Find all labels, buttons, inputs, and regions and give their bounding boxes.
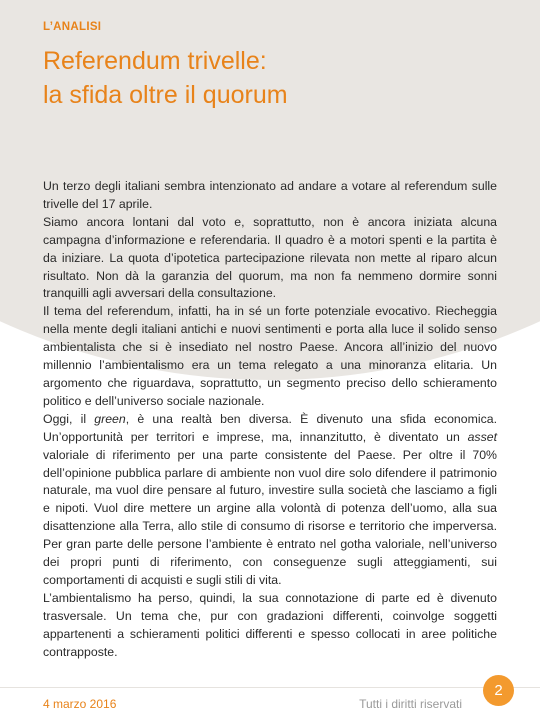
paragraph-4-part-b: , è una realtà ben diversa. È divenuto una sfida economica. Un’opportunità per territori e imprese, ma, innanzitutto, è diventato un [43, 411, 497, 444]
footer-divider [0, 687, 540, 688]
green-term: green [94, 411, 126, 426]
article-body [43, 178, 497, 661]
title-line-2: la sfida oltre il quorum [43, 81, 288, 109]
title-line-1: Referendum trivelle: [43, 47, 267, 75]
paragraph-4-part-c: valoriale di riferimento per una parte consistente del Paese. Per oltre il 70% dell’opinione pubblica parlare di ambiente non vuol dire solo difendere il patrimonio naturale, ma vuol dire pensare al futuro, investire sulla società che lasciamo a figli e nipoti. Vuol dire mettere un argine alla volontà di potenza dell’uomo, alla sua disattenzione alla Terra, allo stile di consumo di risorse e territorio che imperversa. Per gran parte delle persone l’ambiente è entrato nel gotha valoriale, nell’universo dei propri punti di riferimento, con conseguenze sugli atteggiamenti, sui comportamenti di acquisti e sugli stili di vita. [43, 447, 497, 587]
page-number-badge: 2 [483, 675, 514, 706]
paragraph-5: L’ambientalismo ha perso, quindi, la sua connotazione di parte ed è divenuto trasversale. Un tema che, pur con gradazioni differenti, coinvolge soggetti appartenenti a schieramenti politici differenti e spesso collocati in aree politiche contrapposte. [43, 590, 497, 659]
section-label: L’ANALISI [43, 21, 102, 33]
paragraph-4 [43, 411, 497, 590]
paragraph-3: Il tema del referendum, infatti, ha in sé un forte potenziale evocativo. Riecheggia nella mente degli italiani antichi e nuovi sentimenti e porta alla luce il solido senso ambientalista che si è insediato nel nostro Paese. Ancora all’inizio del nuovo millennio l’ambientalismo era un tema relegato a una minoranza elitaria. Un argomento che riguardava, soprattutto, un segmento preciso dello schieramento politico e dell’universo sociale nazionale. [43, 304, 497, 408]
footer-date: 4 marzo 2016 [43, 697, 117, 711]
article-title [43, 44, 288, 112]
paragraph-2: Siamo ancora lontani dal voto e, soprattutto, non è ancora iniziata alcuna campagna d’informazione e referendaria. Il quadro è a motori spenti e la partita è da iniziare. La quota d’ipotetica partecipazione rilevata non mette al riparo alcun risultato. Non dà la garanzia del quorum, ma non fa nemmeno dormire sonni tranquilli agli avversari della consultazione. [43, 214, 497, 301]
footer-rights: Tutti i diritti riservati [359, 697, 462, 711]
paragraph-1: Un terzo degli italiani sembra intenzionato ad andare a votare al referendum sulle trivelle del 17 aprile. [43, 179, 497, 211]
asset-term: asset [467, 429, 497, 444]
paragraph-4-part-a: Oggi, il [43, 411, 95, 426]
